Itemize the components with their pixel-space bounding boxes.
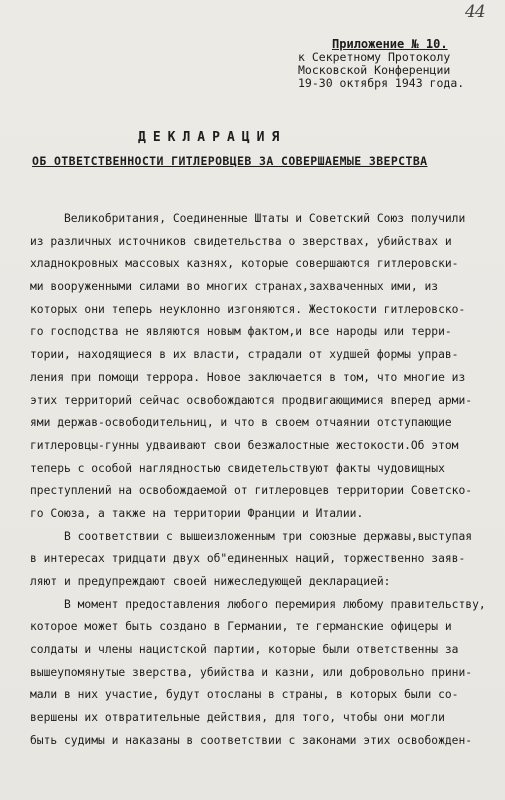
body-line: вышеупомянутые зверства, убийства и казни, или добровольно прини- [30, 665, 473, 679]
body-line: В соответствии с вышеизложенным три союзные державы,выступая [30, 529, 473, 543]
body-line: теперь с особой наглядностью свидетельствуют факты чудовищных [30, 461, 445, 475]
appendix-line: 19-30 октября 1943 года. [298, 76, 465, 90]
body-line: быть судимы и наказаны в соответствии с законами этих освобожден- [30, 733, 473, 747]
page-number: 44 [465, 2, 485, 22]
body-line: солдаты и члены нацистской партии, которые были ответственны за [30, 643, 459, 657]
body-line: ляют и предупреждают своей нижеследующей декларацией: [30, 575, 391, 588]
body-line: мали в них участие, будут отосланы в страны, в которых были со- [30, 688, 459, 702]
body-line: В момент предоставления любого перемирия любому правительству, [30, 597, 486, 611]
body-line: тории, находящиеся в их власти, страдали от худшей формы управ- [30, 348, 459, 362]
appendix-header [298, 38, 464, 90]
appendix-line: к Секретному Протоколу [298, 50, 451, 64]
body-line: ления при помощи террора. Новое заключается в том, что многие из [30, 370, 466, 384]
body-line: в интересах тридцати двух об"единенных наций, торжественно заяв- [30, 552, 466, 566]
body-line: из различных источников свидетельства о зверствах, убийствах и [30, 234, 452, 248]
body-line: хладнокровных массовых казнях, которые совершаются гитлеровски- [30, 257, 459, 271]
body-line: гитлеровцы-гунны удваивают свои безжалостные жестокости.Об этом [30, 438, 459, 452]
body-line: которое может быть создано в Германии, те германские офицеры и [30, 620, 452, 634]
body-line: го Союза, а также на территории Франции и Италии. [30, 506, 364, 520]
body-line: ями держав-освободительниц, и что в своем отчаянии отступающие [30, 416, 452, 430]
body-line: го господства не являются новым фактом,и все народы или терри- [30, 325, 452, 339]
body-line: Великобритания, Соединенные Штаты и Советский Союз получили [30, 212, 466, 225]
body-line: преступлений на освобождаемой от гитлеровцев территории Советско- [30, 484, 473, 498]
declaration-title: ДЕКЛАРАЦИЯ [138, 130, 287, 145]
appendix-title: Приложение № 10. [332, 37, 448, 51]
body-line: вершены их отвратительные действия, для того, чтобы они могли [30, 711, 445, 725]
declaration-body [30, 208, 500, 753]
declaration-subtitle: ОБ ОТВЕТСТВЕННОСТИ ГИТЛЕРОВЦЕВ ЗА СОВЕРШАЕМЫЕ ЗВЕРСТВА [32, 154, 428, 168]
body-line: этих территорий сейчас освобождаются продвигающимися вперед арми- [30, 393, 473, 407]
appendix-line: Московской Конференции [298, 63, 451, 77]
body-line: ми вооруженными силами во многих странах,захваченных ими, из [30, 280, 439, 294]
body-line: которых они теперь неуклонно изгоняются. Жестокости гитлеровско- [30, 302, 466, 316]
